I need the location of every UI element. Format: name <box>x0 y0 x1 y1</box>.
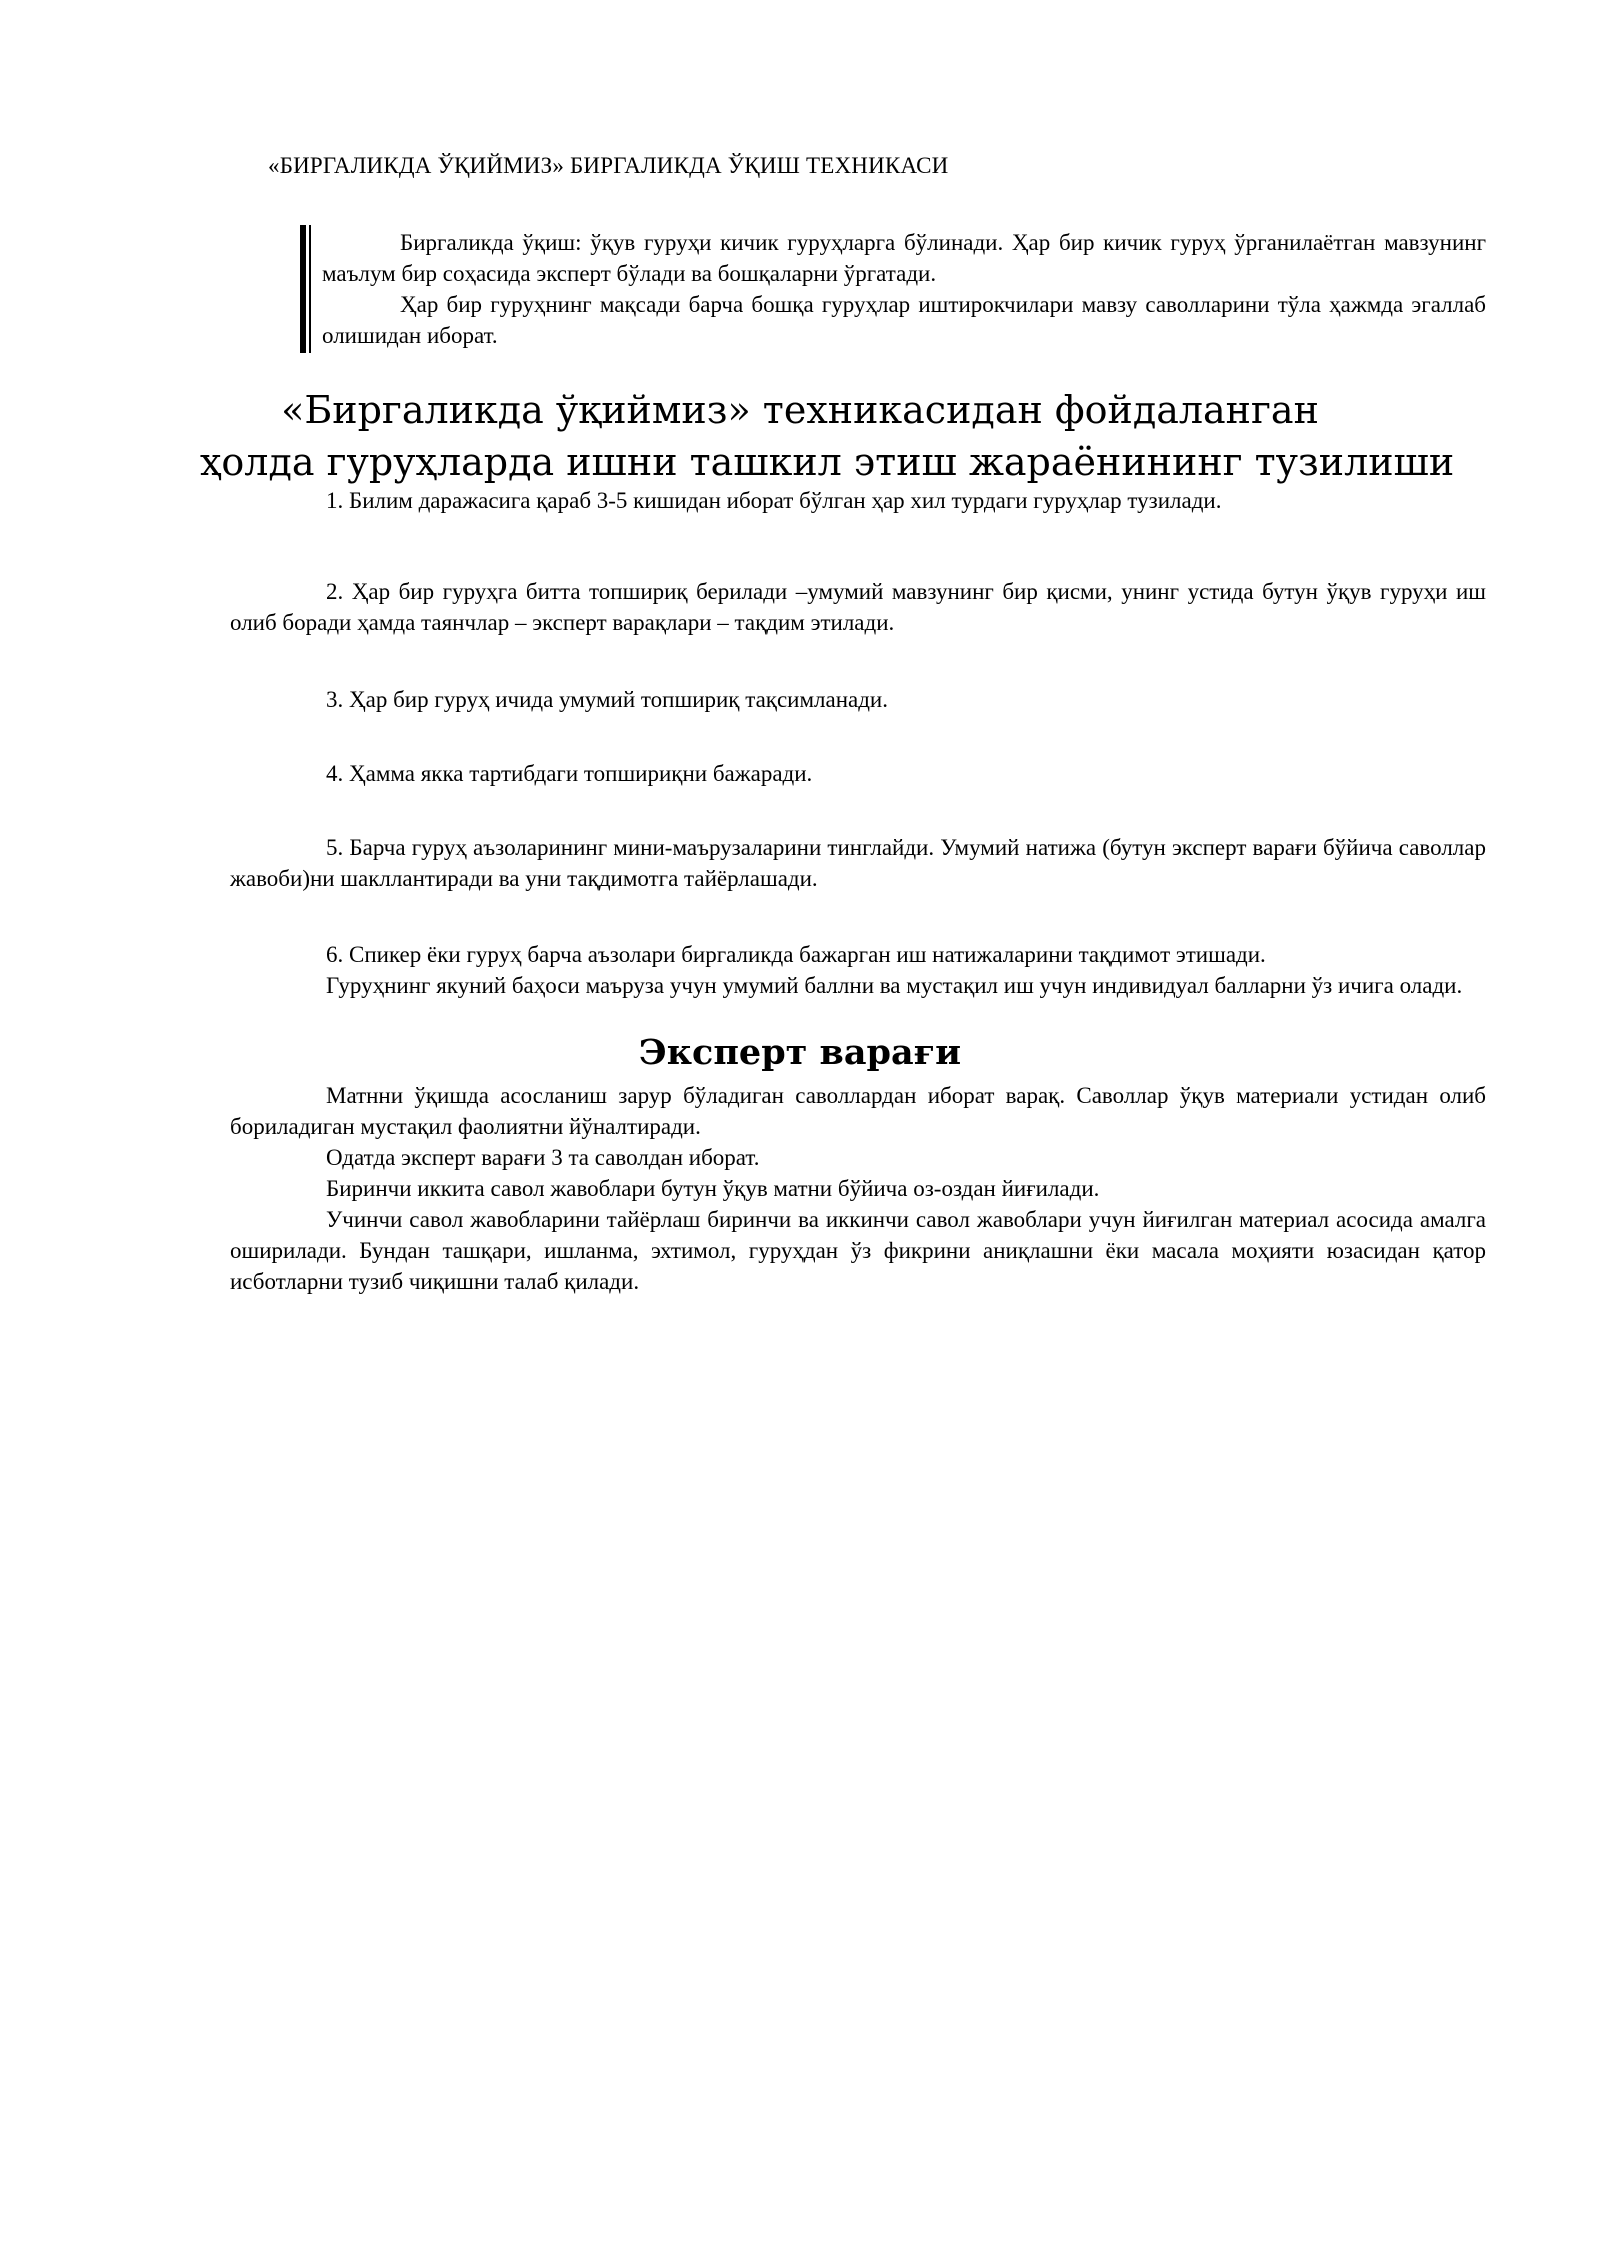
intro-text <box>322 227 1486 351</box>
intro-callout <box>300 225 1486 353</box>
callout-border-thick <box>300 225 306 353</box>
step-text: 4. Ҳамма якка тартибдаги топшириқни бажаради. <box>326 761 813 786</box>
document-top-title: «БИРГАЛИКДА ЎҚИЙМИЗ» БИРГАЛИКДА ЎҚИШ ТЕХНИКАСИ <box>268 153 949 178</box>
expert-paragraph: Учинчи савол жавобларини тайёрлаш биринчи ва иккинчи савол жавоблари учун йиғилган материал асосида амалга оширилади. Бундан ташқари, ишланма, эхтимол, гуруҳдан ўз фикрини аниқлашни ёки масала моҳияти юзасидан қатор исботларни тузиб чиқишни талаб қилади. <box>230 1207 1486 1294</box>
intro-paragraph: Биргаликда ўқиш: ўқув гуруҳи кичик гуруҳларга бўлинади. Ҳар бир кичик гуруҳ ўрганилаётган мавзунинг маълум бир соҳасида эксперт бўлади ва бошқаларни ўргатади. <box>322 230 1486 286</box>
step-item <box>230 832 1486 894</box>
section-heading <box>200 384 1455 488</box>
step-item <box>230 684 1486 715</box>
step-item <box>230 485 1486 516</box>
expert-sheet-heading: Эксперт варағи <box>638 1032 962 1073</box>
step-item <box>230 939 1486 1001</box>
expert-paragraph: Матнни ўқишда асосланиш зарур бўладиган саволлардан иборат варақ. Саволлар ўқув материали устидан олиб бориладиган мустақил фаолиятни йўналтиради. <box>230 1083 1486 1139</box>
section-heading-line: ҳолда гуруҳларда ишни ташкил этиш жараёнининг тузилиши <box>200 440 1455 484</box>
step-text: 3. Ҳар бир гуруҳ ичида умумий топшириқ тақсимланади. <box>326 687 888 712</box>
expert-paragraph: Одатда эксперт варағи 3 та саволдан иборат. <box>326 1145 760 1170</box>
step-item <box>230 576 1486 638</box>
step-text: Гуруҳнинг якуний баҳоси маъруза учун умумий баллни ва мустақил иш учун индивидуал балларни ўз ичига олади. <box>326 973 1463 998</box>
intro-paragraph: Ҳар бир гуруҳнинг мақсади барча бошқа гуруҳлар иштирокчилари мавзу саволларини тўла ҳажмда эгаллаб олишидан иборат. <box>322 292 1486 348</box>
step-text: 6. Спикер ёки гуруҳ барча аъзолари биргаликда бажарган иш натижаларини тақдимот этишади. <box>326 942 1266 967</box>
step-text: 5. Барча гуруҳ аъзоларининг мини-маърузаларини тинглайди. Умумий натижа (бутун эксперт варағи бўйича саволлар жавоби)ни шакллантиради ва уни тақдимотга тайёрлашади. <box>230 835 1486 891</box>
section-heading-line: «Биргаликда ўқиймиз» техникасидан фойдаланган <box>281 388 1319 432</box>
expert-paragraph: Биринчи иккита савол жавоблари бутун ўқув матни бўйича оз-оздан йиғилади. <box>326 1176 1100 1201</box>
callout-border-thin <box>309 225 311 353</box>
step-item <box>230 758 1486 789</box>
step-text: 1. Билим даражасига қараб 3-5 кишидан иборат бўлган ҳар хил турдаги гуруҳлар тузилади. <box>326 488 1222 513</box>
step-text: 2. Ҳар бир гуруҳга битта топшириқ берилади –умумий мавзунинг бир қисми, унинг устида бутун ўқув гуруҳи иш олиб боради ҳамда таянчлар – эксперт варақлари – тақдим этилади. <box>230 579 1486 635</box>
expert-sheet-body <box>230 1080 1486 1297</box>
